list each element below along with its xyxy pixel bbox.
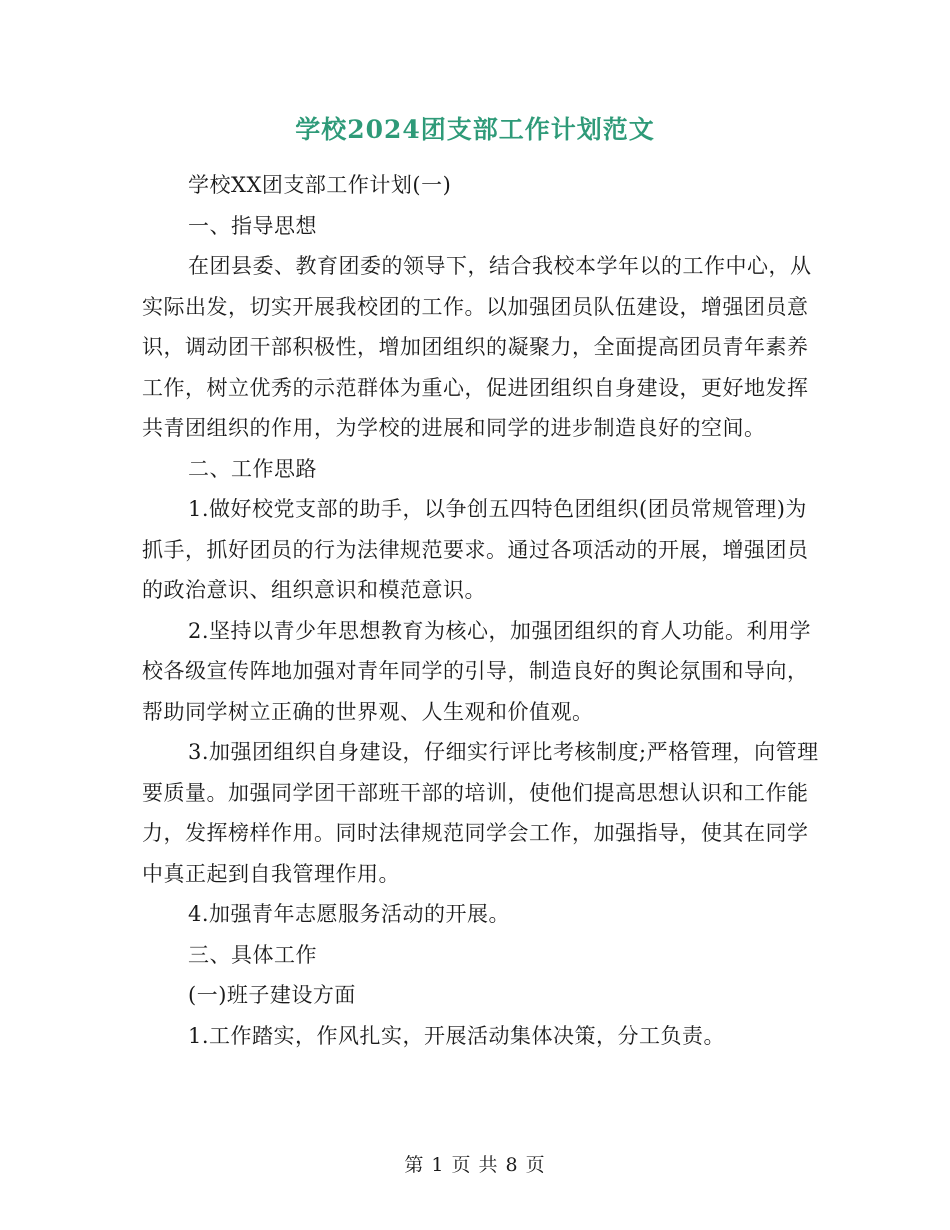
paragraph-approach-3: 3.加强团组织自身建设，仔细实行评比考核制度;严格管理，向管理要质量。加强同学团干部班干部的培训，使他们提高思想认识和工作能力，发挥榜样作用。同时法律规范同学会工作，加强指导，使其在同学中真正起到自我管理作用。 [142, 740, 819, 886]
section-heading-guiding-ideology: 一、指导思想 [188, 213, 317, 238]
paragraph-guiding-ideology: 在团县委、教育团委的领导下，结合我校本学年以的工作中心，从实际出发，切实开展我校团的工作。以加强团员队伍建设，增强团员意识，调动团干部积极性，增加团组织的凝聚力，全面提高团员青年素养工作，树立优秀的示范群体为重心，促进团组织自身建设，更好地发挥共青团组织的作用，为学校的进展和同学的进步制造良好的空间。 [142, 254, 812, 440]
section-heading-specific-work: 三、具体工作 [188, 942, 317, 967]
paragraph-plan-heading: 学校XX团支部工作计划(一) [188, 173, 452, 197]
subsection-heading-team-building: (一)班子建设方面 [188, 983, 356, 1007]
paragraph-team-building-1: 1.工作踏实，作风扎实，开展活动集体决策，分工负责。 [188, 1023, 726, 1048]
section-heading-work-approach: 二、工作思路 [188, 456, 317, 481]
paragraph-approach-1: 1.做好校党支部的助手，以争创五四特色团组织(团员常规管理)为抓手，抓好团员的行为法律规范要求。通过各项活动的开展，增强团员的政治意识、组织意识和模范意识。 [142, 497, 809, 602]
paragraph-approach-2: 2.坚持以青少年思想教育为核心，加强团组织的育人功能。利用学校各级宣传阵地加强对青年同学的引导，制造良好的舆论氛围和导向，帮助同学树立正确的世界观、人生观和价值观。 [142, 618, 812, 724]
document-title: 学校2024团支部工作计划范文 [295, 115, 655, 144]
document-body [142, 165, 822, 1056]
page-number-footer: 第 1 页 共 8 页 [404, 1154, 546, 1176]
paragraph-approach-4: 4.加强青年志愿服务活动的开展。 [188, 902, 511, 926]
